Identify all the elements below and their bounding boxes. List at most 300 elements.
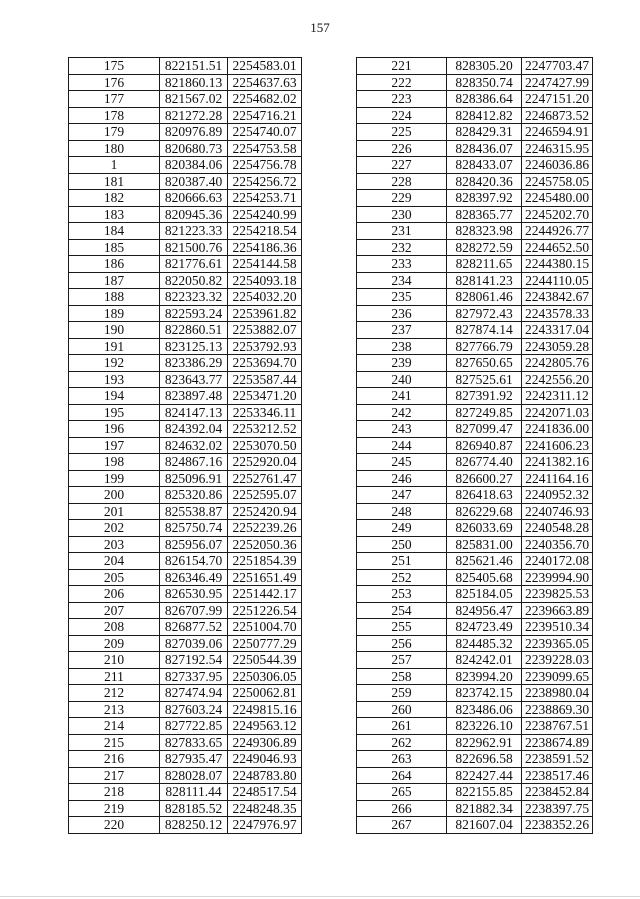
point-number-cell: 190: [69, 322, 160, 339]
table-row: [69, 635, 302, 652]
x-coordinate-cell: 827391.92: [447, 388, 522, 405]
x-coordinate-cell: 825831.00: [447, 536, 522, 553]
table-row: [357, 223, 593, 240]
y-coordinate-cell: 2243059.28: [522, 338, 593, 355]
point-number-cell: 257: [357, 652, 447, 669]
point-number-cell: 237: [357, 322, 447, 339]
point-number-cell: 181: [69, 173, 160, 190]
point-number-cell: 194: [69, 388, 160, 405]
table-row: [357, 635, 593, 652]
table-row: [357, 487, 593, 504]
x-coordinate-cell: 824867.16: [160, 454, 228, 471]
point-number-cell: 199: [69, 470, 160, 487]
table-row: [69, 652, 302, 669]
y-coordinate-cell: 2239365.05: [522, 635, 593, 652]
y-coordinate-cell: 2253694.70: [228, 355, 302, 372]
point-number-cell: 192: [69, 355, 160, 372]
x-coordinate-cell: 826033.69: [447, 520, 522, 537]
point-number-cell: 208: [69, 619, 160, 636]
table-row: [357, 58, 593, 75]
y-coordinate-cell: 2254583.01: [228, 58, 302, 75]
point-number-cell: 247: [357, 487, 447, 504]
point-number-cell: 182: [69, 190, 160, 207]
x-coordinate-cell: 828420.36: [447, 173, 522, 190]
x-coordinate-cell: 823742.15: [447, 685, 522, 702]
x-coordinate-cell: 822962.91: [447, 734, 522, 751]
point-number-cell: 219: [69, 800, 160, 817]
point-number-cell: 204: [69, 553, 160, 570]
x-coordinate-cell: 822427.44: [447, 767, 522, 784]
table-row: [69, 58, 302, 75]
table-row: [357, 751, 593, 768]
point-number-cell: 216: [69, 751, 160, 768]
point-number-cell: 188: [69, 289, 160, 306]
point-number-cell: 180: [69, 140, 160, 157]
y-coordinate-cell: 2252420.94: [228, 503, 302, 520]
point-number-cell: 267: [357, 817, 447, 834]
x-coordinate-cell: 825096.91: [160, 470, 228, 487]
x-coordinate-cell: 820680.73: [160, 140, 228, 157]
point-number-cell: 197: [69, 437, 160, 454]
x-coordinate-cell: 826877.52: [160, 619, 228, 636]
table-row: [69, 454, 302, 471]
y-coordinate-cell: 2251004.70: [228, 619, 302, 636]
x-coordinate-cell: 828250.12: [160, 817, 228, 834]
point-number-cell: 249: [357, 520, 447, 537]
table-row: [69, 718, 302, 735]
y-coordinate-cell: 2252920.04: [228, 454, 302, 471]
x-coordinate-cell: 828272.59: [447, 239, 522, 256]
point-number-cell: 210: [69, 652, 160, 669]
y-coordinate-cell: 2242556.20: [522, 371, 593, 388]
point-number-cell: 193: [69, 371, 160, 388]
table-row: [69, 239, 302, 256]
point-number-cell: 178: [69, 107, 160, 124]
y-coordinate-cell: 2238452.84: [522, 784, 593, 801]
y-coordinate-cell: 2244380.15: [522, 256, 593, 273]
x-coordinate-cell: 827337.95: [160, 668, 228, 685]
point-number-cell: 203: [69, 536, 160, 553]
y-coordinate-cell: 2239825.53: [522, 586, 593, 603]
point-number-cell: 177: [69, 91, 160, 108]
point-number-cell: 207: [69, 602, 160, 619]
x-coordinate-cell: 823897.48: [160, 388, 228, 405]
table-row: [357, 734, 593, 751]
table-row: [357, 800, 593, 817]
y-coordinate-cell: 2241606.23: [522, 437, 593, 454]
y-coordinate-cell: 2239099.65: [522, 668, 593, 685]
x-coordinate-cell: 822155.85: [447, 784, 522, 801]
point-number-cell: 260: [357, 701, 447, 718]
y-coordinate-cell: 2246873.52: [522, 107, 593, 124]
table-row: [357, 520, 593, 537]
x-coordinate-cell: 825750.74: [160, 520, 228, 537]
y-coordinate-cell: 2243842.67: [522, 289, 593, 306]
y-coordinate-cell: 2245758.05: [522, 173, 593, 190]
y-coordinate-cell: 2238980.04: [522, 685, 593, 702]
table-row: [69, 701, 302, 718]
x-coordinate-cell: 828211.65: [447, 256, 522, 273]
y-coordinate-cell: 2253587.44: [228, 371, 302, 388]
x-coordinate-cell: 824147.13: [160, 404, 228, 421]
x-coordinate-cell: 826229.68: [447, 503, 522, 520]
table-row: [69, 91, 302, 108]
y-coordinate-cell: 2247976.97: [228, 817, 302, 834]
point-number-cell: 236: [357, 305, 447, 322]
point-number-cell: 215: [69, 734, 160, 751]
x-coordinate-cell: 828061.46: [447, 289, 522, 306]
table-row: [357, 74, 593, 91]
y-coordinate-cell: 2252595.07: [228, 487, 302, 504]
y-coordinate-cell: 2254253.71: [228, 190, 302, 207]
x-coordinate-cell: 828305.20: [447, 58, 522, 75]
y-coordinate-cell: 2244110.05: [522, 272, 593, 289]
y-coordinate-cell: 2254186.36: [228, 239, 302, 256]
y-coordinate-cell: 2252239.26: [228, 520, 302, 537]
y-coordinate-cell: 2253471.20: [228, 388, 302, 405]
y-coordinate-cell: 2254240.99: [228, 206, 302, 223]
table-row: [357, 124, 593, 141]
x-coordinate-cell: 827525.61: [447, 371, 522, 388]
table-row: [69, 338, 302, 355]
x-coordinate-cell: 825621.46: [447, 553, 522, 570]
point-number-cell: 227: [357, 157, 447, 174]
point-number-cell: 255: [357, 619, 447, 636]
x-coordinate-cell: 821223.33: [160, 223, 228, 240]
x-coordinate-cell: 826530.95: [160, 586, 228, 603]
y-coordinate-cell: 2242071.03: [522, 404, 593, 421]
x-coordinate-cell: 828433.07: [447, 157, 522, 174]
x-coordinate-cell: 821882.34: [447, 800, 522, 817]
table-row: [357, 668, 593, 685]
table-row: [69, 107, 302, 124]
x-coordinate-cell: 827722.85: [160, 718, 228, 735]
x-coordinate-cell: 820945.36: [160, 206, 228, 223]
x-coordinate-cell: 826346.49: [160, 569, 228, 586]
x-coordinate-cell: 822860.51: [160, 322, 228, 339]
point-number-cell: 262: [357, 734, 447, 751]
table-row: [357, 602, 593, 619]
x-coordinate-cell: 823386.29: [160, 355, 228, 372]
x-coordinate-cell: 826774.40: [447, 454, 522, 471]
y-coordinate-cell: 2244926.77: [522, 223, 593, 240]
y-coordinate-cell: 2244652.50: [522, 239, 593, 256]
x-coordinate-cell: 828185.52: [160, 800, 228, 817]
table-row: [69, 503, 302, 520]
x-coordinate-cell: 828141.23: [447, 272, 522, 289]
point-number-cell: 224: [357, 107, 447, 124]
table-row: [69, 553, 302, 570]
x-coordinate-cell: 822050.82: [160, 272, 228, 289]
y-coordinate-cell: 2252761.47: [228, 470, 302, 487]
x-coordinate-cell: 825320.86: [160, 487, 228, 504]
point-number-cell: 228: [357, 173, 447, 190]
point-number-cell: 220: [69, 817, 160, 834]
y-coordinate-cell: 2254682.02: [228, 91, 302, 108]
x-coordinate-cell: 822593.24: [160, 305, 228, 322]
table-row: [69, 157, 302, 174]
table-row: [357, 388, 593, 405]
table-row: [357, 586, 593, 603]
y-coordinate-cell: 2239228.03: [522, 652, 593, 669]
table-row: [357, 190, 593, 207]
y-coordinate-cell: 2245480.00: [522, 190, 593, 207]
y-coordinate-cell: 2243317.04: [522, 322, 593, 339]
y-coordinate-cell: 2240746.93: [522, 503, 593, 520]
x-coordinate-cell: 827874.14: [447, 322, 522, 339]
x-coordinate-cell: 827972.43: [447, 305, 522, 322]
x-coordinate-cell: 828365.77: [447, 206, 522, 223]
point-number-cell: 264: [357, 767, 447, 784]
table-row: [357, 470, 593, 487]
table-row: [69, 685, 302, 702]
x-coordinate-cell: 821776.61: [160, 256, 228, 273]
table-row: [357, 536, 593, 553]
x-coordinate-cell: 825184.05: [447, 586, 522, 603]
point-number-cell: 229: [357, 190, 447, 207]
point-number-cell: 218: [69, 784, 160, 801]
table-row: [357, 140, 593, 157]
x-coordinate-cell: 820387.40: [160, 173, 228, 190]
x-coordinate-cell: 828436.07: [447, 140, 522, 157]
x-coordinate-cell: 820666.63: [160, 190, 228, 207]
table-row: [357, 371, 593, 388]
x-coordinate-cell: 821567.02: [160, 91, 228, 108]
x-coordinate-cell: 827650.65: [447, 355, 522, 372]
table-row: [357, 157, 593, 174]
x-coordinate-cell: 826418.63: [447, 487, 522, 504]
point-number-cell: 1: [69, 157, 160, 174]
x-coordinate-cell: 826707.99: [160, 602, 228, 619]
point-number-cell: 256: [357, 635, 447, 652]
y-coordinate-cell: 2251651.49: [228, 569, 302, 586]
point-number-cell: 217: [69, 767, 160, 784]
x-coordinate-cell: 823643.77: [160, 371, 228, 388]
x-coordinate-cell: 827603.24: [160, 701, 228, 718]
y-coordinate-cell: 2246315.95: [522, 140, 593, 157]
table-row: [69, 173, 302, 190]
point-number-cell: 206: [69, 586, 160, 603]
table-row: [357, 173, 593, 190]
point-number-cell: 214: [69, 718, 160, 735]
point-number-cell: 254: [357, 602, 447, 619]
point-number-cell: 205: [69, 569, 160, 586]
coordinates-table-left: [68, 57, 302, 834]
y-coordinate-cell: 2249815.16: [228, 701, 302, 718]
x-coordinate-cell: 822151.51: [160, 58, 228, 75]
point-number-cell: 200: [69, 487, 160, 504]
table-row: [357, 355, 593, 372]
table-row: [69, 602, 302, 619]
point-number-cell: 231: [357, 223, 447, 240]
table-row: [357, 421, 593, 438]
point-number-cell: 250: [357, 536, 447, 553]
y-coordinate-cell: 2238767.51: [522, 718, 593, 735]
point-number-cell: 185: [69, 239, 160, 256]
x-coordinate-cell: 824242.01: [447, 652, 522, 669]
x-coordinate-cell: 823226.10: [447, 718, 522, 735]
point-number-cell: 191: [69, 338, 160, 355]
point-number-cell: 222: [357, 74, 447, 91]
y-coordinate-cell: 2251442.17: [228, 586, 302, 603]
y-coordinate-cell: 2247151.20: [522, 91, 593, 108]
point-number-cell: 259: [357, 685, 447, 702]
x-coordinate-cell: 828397.92: [447, 190, 522, 207]
table-row: [69, 619, 302, 636]
x-coordinate-cell: 821500.76: [160, 239, 228, 256]
table-row: [69, 520, 302, 537]
point-number-cell: 202: [69, 520, 160, 537]
point-number-cell: 252: [357, 569, 447, 586]
y-coordinate-cell: 2254637.63: [228, 74, 302, 91]
y-coordinate-cell: 2238591.52: [522, 751, 593, 768]
table-row: [69, 586, 302, 603]
x-coordinate-cell: 824956.47: [447, 602, 522, 619]
table-row: [69, 734, 302, 751]
table-row: [357, 652, 593, 669]
point-number-cell: 175: [69, 58, 160, 75]
x-coordinate-cell: 823125.13: [160, 338, 228, 355]
y-coordinate-cell: 2254740.07: [228, 124, 302, 141]
table-row: [357, 107, 593, 124]
x-coordinate-cell: 824723.49: [447, 619, 522, 636]
y-coordinate-cell: 2254756.78: [228, 157, 302, 174]
table-row: [357, 569, 593, 586]
point-number-cell: 239: [357, 355, 447, 372]
y-coordinate-cell: 2240356.70: [522, 536, 593, 553]
y-coordinate-cell: 2254032.20: [228, 289, 302, 306]
x-coordinate-cell: 821272.28: [160, 107, 228, 124]
point-number-cell: 243: [357, 421, 447, 438]
y-coordinate-cell: 2246036.86: [522, 157, 593, 174]
table-row: [69, 305, 302, 322]
y-coordinate-cell: 2254256.72: [228, 173, 302, 190]
point-number-cell: 186: [69, 256, 160, 273]
y-coordinate-cell: 2250777.29: [228, 635, 302, 652]
y-coordinate-cell: 2242311.12: [522, 388, 593, 405]
y-coordinate-cell: 2251226.54: [228, 602, 302, 619]
table-row: [69, 272, 302, 289]
x-coordinate-cell: 822696.58: [447, 751, 522, 768]
y-coordinate-cell: 2253346.11: [228, 404, 302, 421]
table-row: [69, 800, 302, 817]
x-coordinate-cell: 827766.79: [447, 338, 522, 355]
table-row: [69, 124, 302, 141]
table-row: [357, 784, 593, 801]
point-number-cell: 241: [357, 388, 447, 405]
point-number-cell: 261: [357, 718, 447, 735]
y-coordinate-cell: 2250306.05: [228, 668, 302, 685]
x-coordinate-cell: 827474.94: [160, 685, 228, 702]
y-coordinate-cell: 2254144.58: [228, 256, 302, 273]
table-row: [69, 784, 302, 801]
y-coordinate-cell: 2239663.89: [522, 602, 593, 619]
table-row: [357, 206, 593, 223]
point-number-cell: 230: [357, 206, 447, 223]
x-coordinate-cell: 821607.04: [447, 817, 522, 834]
y-coordinate-cell: 2241836.00: [522, 421, 593, 438]
y-coordinate-cell: 2240952.32: [522, 487, 593, 504]
point-number-cell: 196: [69, 421, 160, 438]
point-number-cell: 184: [69, 223, 160, 240]
table-row: [69, 371, 302, 388]
point-number-cell: 201: [69, 503, 160, 520]
x-coordinate-cell: 828429.31: [447, 124, 522, 141]
x-coordinate-cell: 825405.68: [447, 569, 522, 586]
x-coordinate-cell: 824632.02: [160, 437, 228, 454]
table-row: [69, 487, 302, 504]
table-row: [69, 223, 302, 240]
y-coordinate-cell: 2238869.30: [522, 701, 593, 718]
point-number-cell: 226: [357, 140, 447, 157]
table-row: [357, 718, 593, 735]
point-number-cell: 209: [69, 635, 160, 652]
point-number-cell: 212: [69, 685, 160, 702]
table-row: [357, 289, 593, 306]
point-number-cell: 263: [357, 751, 447, 768]
y-coordinate-cell: 2238397.75: [522, 800, 593, 817]
y-coordinate-cell: 2242805.76: [522, 355, 593, 372]
y-coordinate-cell: 2241164.16: [522, 470, 593, 487]
point-number-cell: 233: [357, 256, 447, 273]
table-row: [69, 569, 302, 586]
x-coordinate-cell: 822323.32: [160, 289, 228, 306]
table-row: [357, 619, 593, 636]
point-number-cell: 179: [69, 124, 160, 141]
table-row: [357, 338, 593, 355]
y-coordinate-cell: 2239510.34: [522, 619, 593, 636]
x-coordinate-cell: 828350.74: [447, 74, 522, 91]
x-coordinate-cell: 826154.70: [160, 553, 228, 570]
point-number-cell: 265: [357, 784, 447, 801]
point-number-cell: 248: [357, 503, 447, 520]
y-coordinate-cell: 2239994.90: [522, 569, 593, 586]
table-row: [69, 751, 302, 768]
table-row: [69, 140, 302, 157]
x-coordinate-cell: 827935.47: [160, 751, 228, 768]
table-row: [69, 206, 302, 223]
y-coordinate-cell: 2254218.54: [228, 223, 302, 240]
x-coordinate-cell: 823486.06: [447, 701, 522, 718]
y-coordinate-cell: 2253792.93: [228, 338, 302, 355]
scan-edge-line: [0, 896, 640, 897]
x-coordinate-cell: 828386.64: [447, 91, 522, 108]
y-coordinate-cell: 2254753.58: [228, 140, 302, 157]
table-row: [357, 404, 593, 421]
y-coordinate-cell: 2248517.54: [228, 784, 302, 801]
y-coordinate-cell: 2254716.21: [228, 107, 302, 124]
point-number-cell: 176: [69, 74, 160, 91]
point-number-cell: 213: [69, 701, 160, 718]
table-row: [357, 239, 593, 256]
table-row: [357, 454, 593, 471]
point-number-cell: 242: [357, 404, 447, 421]
table-row: [357, 272, 593, 289]
y-coordinate-cell: 2252050.36: [228, 536, 302, 553]
point-number-cell: 266: [357, 800, 447, 817]
y-coordinate-cell: 2240548.28: [522, 520, 593, 537]
x-coordinate-cell: 827192.54: [160, 652, 228, 669]
y-coordinate-cell: 2254093.18: [228, 272, 302, 289]
point-number-cell: 223: [357, 91, 447, 108]
y-coordinate-cell: 2251854.39: [228, 553, 302, 570]
y-coordinate-cell: 2248783.80: [228, 767, 302, 784]
y-coordinate-cell: 2245202.70: [522, 206, 593, 223]
table-row: [69, 470, 302, 487]
y-coordinate-cell: 2238517.46: [522, 767, 593, 784]
table-row: [357, 767, 593, 784]
y-coordinate-cell: 2249046.93: [228, 751, 302, 768]
